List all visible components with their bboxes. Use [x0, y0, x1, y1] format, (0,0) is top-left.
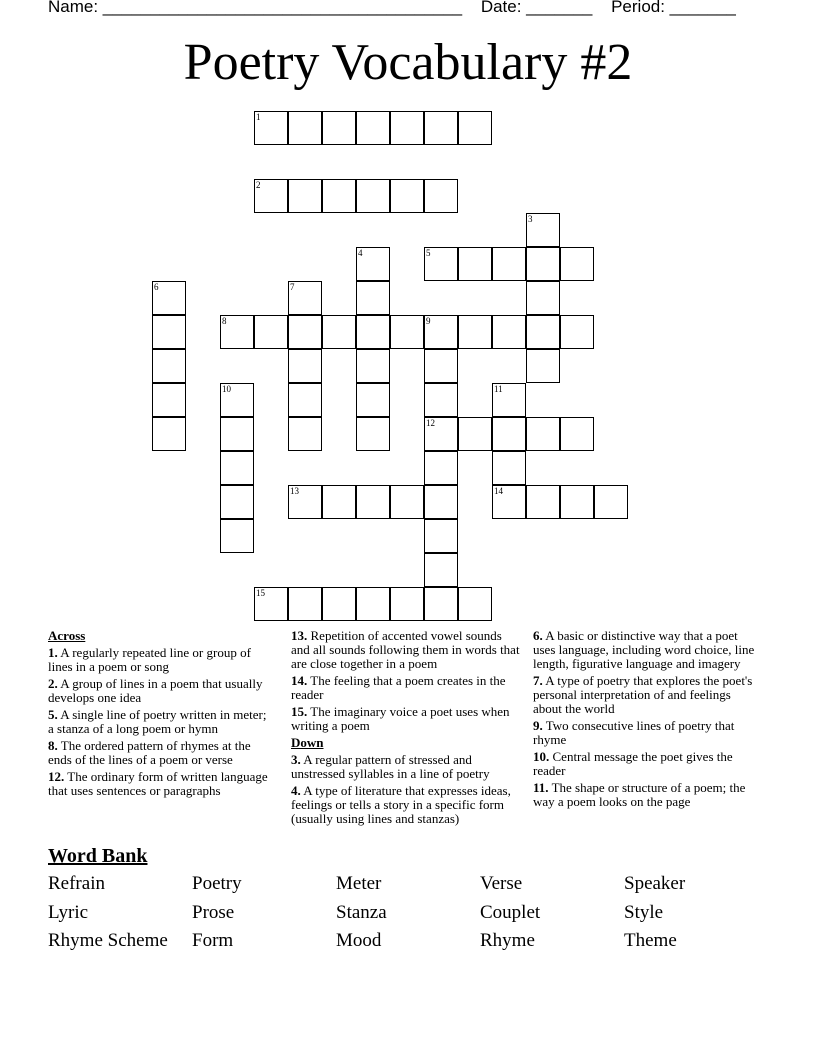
clue-column-1 [48, 629, 273, 801]
clue-text: Central message the poet gives the reader [533, 749, 733, 778]
crossword-cell[interactable] [424, 587, 458, 621]
word-bank-item: Stanza [336, 902, 387, 923]
crossword-cell[interactable] [458, 587, 492, 621]
crossword-cell[interactable] [424, 349, 458, 383]
crossword-cell[interactable] [526, 349, 560, 383]
cell-number: 12 [426, 418, 435, 428]
page-title: Poetry Vocabulary #2 [183, 34, 633, 91]
crossword-cell[interactable] [424, 111, 458, 145]
word-bank-item: Mood [336, 930, 382, 951]
crossword-cell[interactable] [254, 587, 288, 621]
crossword-cell[interactable] [458, 417, 492, 451]
crossword-cell[interactable] [492, 247, 526, 281]
clue-text: The ordinary form of written language that uses sentences or paragraphs [48, 769, 268, 798]
word-bank-item: Poetry [192, 873, 242, 894]
crossword-cell[interactable] [356, 315, 390, 349]
cell-number: 8 [222, 316, 227, 326]
clue-across-8 [48, 739, 273, 767]
cell-number: 6 [154, 282, 159, 292]
crossword-cell[interactable] [492, 485, 526, 519]
crossword-cell[interactable] [288, 179, 322, 213]
crossword-cell[interactable] [356, 281, 390, 315]
crossword-cell[interactable] [288, 281, 322, 315]
word-bank-item: Lyric [48, 902, 89, 923]
word-bank-item: Couplet [480, 902, 541, 923]
cell-number: 13 [290, 486, 299, 496]
crossword-cell[interactable] [356, 485, 390, 519]
clue-number: 1. [48, 645, 58, 660]
crossword-cell[interactable] [322, 179, 356, 213]
crossword-cell[interactable] [220, 383, 254, 417]
crossword-cell[interactable] [424, 315, 458, 349]
clue-number: 6. [533, 628, 543, 643]
clue-across-12 [48, 770, 273, 798]
crossword-cell[interactable] [526, 315, 560, 349]
crossword-cell[interactable] [424, 451, 458, 485]
crossword-cell[interactable] [220, 519, 254, 553]
clue-number: 11. [533, 780, 549, 795]
clue-down-3 [291, 753, 523, 781]
crossword-cell[interactable] [390, 315, 424, 349]
clue-text: A single line of poetry written in meter; a stanza of a long poem or hymn [48, 707, 267, 736]
crossword-cell[interactable] [390, 179, 424, 213]
word-bank-item: Rhyme Scheme [48, 930, 168, 951]
crossword-cell[interactable] [458, 111, 492, 145]
clue-number: 14. [291, 673, 308, 688]
clue-text: A type of poetry that explores the poet's personal interpretation of and feelings about the world [533, 673, 753, 716]
crossword-cell[interactable] [152, 417, 186, 451]
crossword-cell[interactable] [560, 485, 594, 519]
crossword-cell[interactable] [356, 587, 390, 621]
cell-number: 3 [528, 214, 533, 224]
crossword-cell[interactable] [390, 587, 424, 621]
clue-number: 10. [533, 749, 550, 764]
clue-down-11 [533, 781, 755, 809]
down-heading: Down [291, 735, 324, 750]
word-bank-item: Verse [480, 873, 523, 894]
crossword-cell[interactable] [526, 213, 560, 247]
word-bank-item: Refrain [48, 873, 105, 894]
crossword-cell[interactable] [288, 111, 322, 145]
crossword-cell[interactable] [220, 451, 254, 485]
crossword-cell[interactable] [356, 417, 390, 451]
cell-number: 9 [426, 316, 431, 326]
crossword-cell[interactable] [220, 315, 254, 349]
crossword-cell[interactable] [288, 587, 322, 621]
crossword-cell[interactable] [492, 383, 526, 417]
crossword-cell[interactable] [560, 417, 594, 451]
word-bank-item: Prose [192, 902, 235, 923]
clue-number: 8. [48, 738, 58, 753]
clue-text: A regular pattern of stressed and unstressed syllables in a line of poetry [291, 752, 490, 781]
crossword-cell[interactable] [458, 247, 492, 281]
crossword-cell[interactable] [356, 383, 390, 417]
crossword-cell[interactable] [152, 349, 186, 383]
crossword-cell[interactable] [288, 485, 322, 519]
clue-number: 2. [48, 676, 58, 691]
crossword-cell[interactable] [322, 485, 356, 519]
period-field[interactable]: Period: _______ [611, 0, 736, 16]
across-heading: Across [48, 628, 86, 643]
clue-text: A basic or distinctive way that a poet uses language, including word choice, line length, figurative language and imagery [533, 628, 755, 671]
crossword-cell[interactable] [424, 553, 458, 587]
clue-across-15 [291, 705, 523, 733]
crossword-cell[interactable] [288, 383, 322, 417]
clue-across-14 [291, 674, 523, 702]
crossword-cell[interactable] [424, 485, 458, 519]
clue-number: 3. [291, 752, 301, 767]
clue-text: Repetition of accented vowel sounds and all sounds following them in words that are close together in a poem [291, 628, 520, 671]
clue-across-1 [48, 646, 273, 674]
clue-text: The imaginary voice a poet uses when writing a poem [291, 704, 510, 733]
crossword-cell[interactable] [322, 587, 356, 621]
crossword-cell[interactable] [526, 247, 560, 281]
clue-text: The shape or structure of a poem; the way a poem looks on the page [533, 780, 746, 809]
crossword-cell[interactable] [254, 179, 288, 213]
cell-number: 5 [426, 248, 431, 258]
cell-number: 1 [256, 112, 261, 122]
date-field[interactable]: Date: _______ [480, 0, 593, 16]
crossword-cell[interactable] [152, 281, 186, 315]
clue-text: The ordered pattern of rhymes at the ends of the lines of a poem or verse [48, 738, 251, 767]
crossword-cell[interactable] [424, 383, 458, 417]
word-bank-item: Meter [336, 873, 382, 894]
student-info-header [48, 0, 750, 17]
clue-down-10 [533, 750, 755, 778]
crossword-cell[interactable] [458, 315, 492, 349]
word-bank-title: Word Bank [48, 845, 148, 867]
clue-across-2 [48, 677, 273, 705]
crossword-cell[interactable] [322, 315, 356, 349]
cell-number: 11 [494, 384, 503, 394]
clue-number: 12. [48, 769, 65, 784]
cell-number: 2 [256, 180, 261, 190]
crossword-cell[interactable] [492, 315, 526, 349]
crossword-cell[interactable] [220, 485, 254, 519]
cell-number: 14 [494, 486, 503, 496]
clue-number: 13. [291, 628, 308, 643]
cell-number: 4 [358, 248, 363, 258]
crossword-cell[interactable] [560, 247, 594, 281]
crossword-cell[interactable] [288, 349, 322, 383]
crossword-cell[interactable] [254, 111, 288, 145]
clue-text: The feeling that a poem creates in the reader [291, 673, 506, 702]
cell-number: 7 [290, 282, 295, 292]
crossword-cell[interactable] [560, 315, 594, 349]
clue-column-3 [533, 629, 755, 812]
crossword-cell[interactable] [356, 349, 390, 383]
crossword-cell[interactable] [492, 417, 526, 451]
crossword-cell[interactable] [254, 315, 288, 349]
crossword-cell[interactable] [526, 417, 560, 451]
crossword-cell[interactable] [288, 417, 322, 451]
clue-across-13 [291, 629, 523, 671]
clue-text: Two consecutive lines of poetry that rhyme [533, 718, 735, 747]
clue-text: A type of literature that expresses ideas, feelings or tells a story in a specific form (usually using lines and stanzas) [291, 783, 511, 826]
crossword-cell[interactable] [356, 111, 390, 145]
clue-text: A group of lines in a poem that usually develops one idea [48, 676, 263, 705]
crossword-cell[interactable] [220, 417, 254, 451]
crossword-cell[interactable] [424, 519, 458, 553]
crossword-cell[interactable] [424, 417, 458, 451]
word-bank-item: Speaker [624, 873, 686, 894]
crossword-cell[interactable] [390, 111, 424, 145]
clue-number: 15. [291, 704, 308, 719]
word-bank-item: Rhyme [480, 930, 535, 951]
cell-number: 10 [222, 384, 231, 394]
word-bank-item: Style [624, 902, 664, 923]
clue-text: A regularly repeated line or group of lines in a poem or song [48, 645, 251, 674]
crossword-cell[interactable] [288, 315, 322, 349]
crossword-cell[interactable] [390, 485, 424, 519]
crossword-cell[interactable] [594, 485, 628, 519]
crossword-cell[interactable] [492, 451, 526, 485]
crossword-cell[interactable] [424, 179, 458, 213]
crossword-cell[interactable] [526, 485, 560, 519]
crossword-cell[interactable] [356, 247, 390, 281]
clue-number: 9. [533, 718, 543, 733]
clue-across-5 [48, 708, 273, 736]
cell-number: 15 [256, 588, 265, 598]
crossword-cell[interactable] [152, 383, 186, 417]
crossword-cell[interactable] [356, 179, 390, 213]
clue-down-7 [533, 674, 755, 716]
clue-number: 5. [48, 707, 58, 722]
clue-number: 4. [291, 783, 301, 798]
crossword-cell[interactable] [424, 247, 458, 281]
word-bank-item: Theme [624, 930, 677, 951]
clue-number: 7. [533, 673, 543, 688]
clue-down-6 [533, 629, 755, 671]
name-field[interactable]: Name: ______________________________________ [48, 0, 463, 16]
clue-down-4 [291, 784, 523, 826]
crossword-cell[interactable] [152, 315, 186, 349]
clue-down-9 [533, 719, 755, 747]
word-bank-item: Form [192, 930, 234, 951]
clue-column-2 [291, 629, 523, 829]
crossword-cell[interactable] [526, 281, 560, 315]
crossword-cell[interactable] [322, 111, 356, 145]
